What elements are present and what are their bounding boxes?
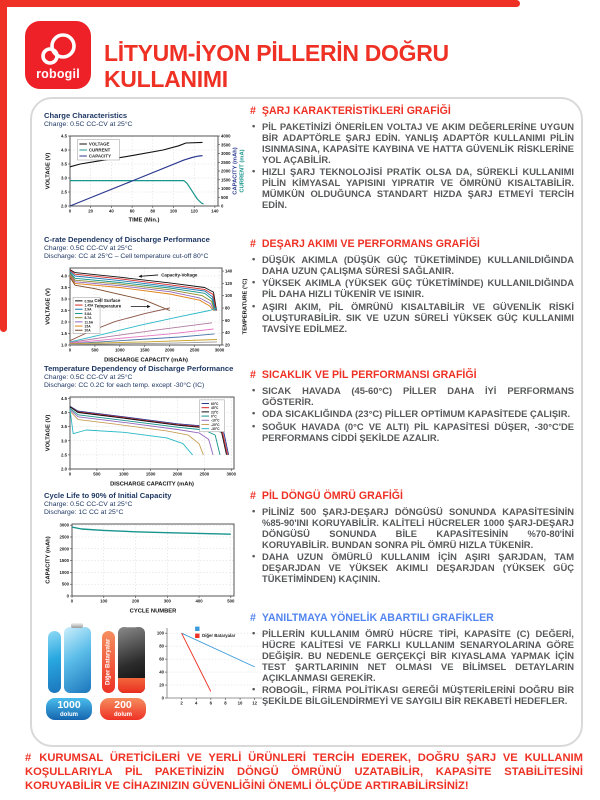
svg-text:3.5: 3.5 (61, 285, 67, 291)
svg-text:1.45A: 1.45A (84, 303, 94, 308)
c-rate-dependency-figure (44, 263, 252, 368)
svg-text:10: 10 (237, 700, 243, 706)
logo-text: robogil (36, 66, 80, 81)
section-heading-text: PİL DÖNGÜ ÖMRÜ GRAFİĞİ (261, 490, 403, 502)
svg-text:3500: 3500 (221, 142, 231, 148)
bullet-item: • SOĞUK HAVADA (0°C VE ALTI) PİL KAPASİTESİ DÜŞER, -30°C'DE PERFORMANS CİDDİ ŞEKİLDE AZALIR. (250, 421, 574, 443)
svg-text:20: 20 (225, 342, 230, 348)
svg-text:Temperature: Temperature (94, 303, 122, 309)
section-sarj-karakteristikleri (250, 106, 574, 210)
svg-text:2.5: 2.5 (61, 189, 67, 195)
bullet-item: • PİLİNİZ 500 ŞARJ-DEŞARJ DÖNGÜSÜ SONUNDA KAPASİTESİNİN %85-90'INI KORUYABİLİR. KALİTELİ HÜCRELER 1000 ŞARJ-DEŞARJ DÖNGÜSÜ SONUNDA BİLE KAPASİTESİNİN %70-80'İNİ KORUYABİLİR. BUNDAN SONRA PİL ÖMRÜ HIZLA TÜKENİR. (250, 506, 574, 550)
hash-mark: # (250, 490, 256, 502)
svg-text:2.0: 2.0 (61, 319, 67, 325)
svg-text:0: 0 (161, 695, 164, 701)
hash-mark: # (250, 238, 256, 250)
bullet-item: • YÜKSEK AKIMLA (YÜKSEK GÜÇ TÜKETİMİNDE) KULLANILDIĞINDA PİL DAHA HIZLI TÜKENİR VE ISINIR. (250, 277, 574, 299)
hash-mark: # (250, 612, 256, 624)
svg-text:1500: 1500 (145, 471, 156, 477)
section-heading-text: DEŞARJ AKIMI VE PERFORMANS GRAFİĞİ (261, 238, 480, 250)
footer-text: KURUMSAL ÜRETİCİLERİ VE YERLİ ÜRÜNLERİ TERCİH EDEREK, DOĞRU ŞARJ VE KULLANIM KOŞULLARIYLA PİL PAKETİNİZİN DÖNGÜ ÖMRÜNÜ UZATABİLİR, KAPASİTE STABİLİTESİNİ KORUYABİLİR VE CİHAZINIZIN GÜVENLİĞİNİ ÖNEMLİ ÖLÇÜDE ARTIRABİLİRSİNİZ! (25, 752, 583, 793)
svg-text:-20°C: -20°C (211, 422, 220, 427)
svg-text:1500: 1500 (139, 347, 150, 353)
svg-text:1500: 1500 (221, 177, 231, 183)
svg-text:2.9A: 2.9A (84, 307, 92, 312)
chart-subtitle: Charge: 0.5C CC-CV at 25°C (44, 245, 133, 252)
svg-text:400: 400 (195, 598, 203, 604)
svg-text:80: 80 (150, 208, 156, 214)
section-dongu-omru (250, 491, 574, 584)
svg-text:20: 20 (88, 208, 94, 214)
svg-text:3000: 3000 (59, 522, 69, 528)
svg-text:0: 0 (221, 203, 224, 209)
svg-text:45°C: 45°C (211, 406, 219, 411)
section-heading-text: SICAKLIK VE PİL PERFORMANSI GRAFİĞİ (261, 369, 477, 381)
cycle-life-figure (44, 519, 252, 619)
svg-text:4: 4 (195, 700, 198, 706)
bullet-item: • ODA SICAKLIĞINDA (23°C) PİLLER OPTİMUM KAPASİTEDE ÇALIŞIR. (250, 408, 574, 419)
section-heading (250, 370, 574, 382)
badge-value: 1000 (57, 699, 81, 711)
svg-text:TIME (Min.): TIME (Min.) (128, 217, 160, 223)
svg-text:40: 40 (109, 208, 114, 214)
svg-text:DISCHARGE CAPACITY (mAh): DISCHARGE CAPACITY (mAh) (104, 357, 188, 363)
badge-unit: dolum (114, 711, 132, 718)
svg-text:80: 80 (225, 305, 230, 311)
charge-characteristics-figure (44, 131, 252, 228)
svg-text:60: 60 (225, 317, 230, 323)
section-heading (250, 239, 574, 251)
hash-mark: # (250, 105, 256, 117)
chart-subtitle: Discharge: CC at 25°C – Cell temperature cut-off 80°C (44, 253, 209, 260)
bullet-item: • ROBOGİL, FİRMA POLİTİKASI GEREĞİ MÜŞTERİLERİNİ DOĞRU BİR ŞEKİLDE BİLGİLENDİRMEYİ VE SAYGILI BİR REKABETİ HEDEFLER. (250, 684, 574, 706)
svg-text:4.0: 4.0 (61, 147, 67, 153)
section-heading-text: ŞARJ KARAKTERİSTİKLERİ GRAFİĞİ (261, 105, 451, 117)
svg-text:3000: 3000 (221, 151, 231, 156)
badge-unit: dolum (60, 711, 78, 718)
svg-text:0: 0 (68, 471, 72, 477)
blue-capsule-graphic (48, 631, 61, 693)
bullet-item: • SICAK HAVADA (45-60°C) PİLLER DAHA İYİ PERFORMANS GÖSTERİR. (250, 385, 574, 407)
svg-text:100: 100 (225, 293, 233, 299)
bullet-item: • PİL PAKETİNİZİ ÖNERİLEN VOLTAJ VE AKIM DEĞERLERİNE UYGUN BİR ADAPTÖRLE ŞARJ EDİN. YANLIŞ ADAPTÖR KULLANIMI PİLİN ISINMASINA, KAPASİTE KAYBINA VE HATTA GÜVENLİK RİSKLERİNE YOL AÇABİLİR. (250, 121, 574, 165)
svg-text:DISCHARGE CAPACITY (mAh): DISCHARGE CAPACITY (mAh) (110, 481, 194, 487)
svg-text:60°C: 60°C (211, 401, 219, 406)
svg-text:1000: 1000 (115, 347, 125, 353)
svg-text:2.5: 2.5 (61, 452, 67, 458)
svg-text:VOLTAGE (V): VOLTAGE (V) (45, 414, 52, 452)
svg-text:2500: 2500 (221, 159, 231, 165)
chart-block-charge (44, 111, 252, 228)
svg-text:3000: 3000 (226, 471, 237, 477)
svg-text:3.5: 3.5 (61, 424, 67, 430)
svg-text:3.5: 3.5 (61, 161, 67, 167)
svg-text:11.6A: 11.6A (84, 320, 94, 325)
svg-text:100: 100 (156, 630, 164, 636)
svg-text:15A: 15A (84, 324, 91, 329)
cycles-badge-200 (100, 698, 146, 721)
hash-mark: # (25, 752, 32, 764)
svg-text:0: 0 (70, 598, 74, 604)
svg-text:12: 12 (252, 700, 258, 706)
svg-text:20A: 20A (84, 328, 91, 333)
chart-subtitle: Charge: 0.5C CC-CV at 25°C (44, 374, 133, 381)
svg-text:3.0: 3.0 (61, 175, 67, 181)
svg-text:2000: 2000 (172, 471, 183, 477)
svg-text:1000: 1000 (118, 471, 129, 477)
svg-text:Capacity-Voltage: Capacity-Voltage (161, 272, 198, 278)
temperature-dependency-figure (44, 392, 252, 492)
svg-text:VOLTAGE (V): VOLTAGE (V) (45, 288, 52, 325)
svg-text:60: 60 (159, 656, 164, 662)
other-batteries-label: Diğer Bataryalar (105, 638, 111, 685)
svg-text:-10°C: -10°C (211, 418, 220, 423)
svg-text:TEMPERATURE (°C): TEMPERATURE (°C) (242, 278, 249, 335)
svg-text:3.0: 3.0 (61, 438, 67, 444)
battery-other-pair (102, 627, 145, 693)
svg-text:4.5: 4.5 (61, 133, 67, 139)
battery-robogil-group (46, 627, 92, 721)
chart-block-crate (44, 235, 252, 368)
svg-text:2000: 2000 (221, 168, 231, 174)
dark-battery-graphic (118, 627, 145, 693)
chart-title: C-rate Dependency of Discharge Performance (44, 235, 210, 244)
svg-text:0: 0 (68, 208, 72, 214)
svg-text:CAPACITY (mAh): CAPACITY (mAh) (232, 147, 239, 195)
svg-text:2500: 2500 (189, 347, 200, 353)
overlapping-circles-icon (36, 30, 80, 70)
svg-text:8.7A: 8.7A (84, 316, 92, 321)
svg-text:23°C: 23°C (211, 410, 219, 415)
svg-text:20: 20 (159, 682, 164, 688)
bullet-item: • DÜŞÜK AKIMLA (DÜŞÜK GÜÇ TÜKETİMİNDE) KULLANILDIĞINDA DAHA UZUN ÇALIŞMA SÜRESİ SAĞLANIR. (250, 254, 574, 276)
blue-battery-graphic (64, 627, 91, 693)
section-desarj-akimi (250, 239, 574, 334)
chart-block-cycle-life (44, 491, 252, 619)
cycles-badge-1000 (46, 698, 92, 721)
bullet-item: • HIZLI ŞARJ TEKNOLOJİSİ PRATİK OLSA DA, SÜREKLİ KULLANIMI PİLİN KİMYASAL YAPISINI YIPRATIR VE ÖMRÜNÜ KISALTABİLİR. MÜMKÜN OLDUĞUNCA STANDART HIZDA ŞARJ ETMEYİ TERCİH EDİN. (250, 166, 574, 210)
svg-text:VOLTAGE: VOLTAGE (88, 141, 110, 147)
section-heading-text: YANILTMAYA YÖNELİK ABARTILI GRAFİKLER (261, 612, 494, 624)
content-panel (30, 97, 583, 747)
svg-text:500: 500 (61, 581, 69, 587)
svg-text:CAPACITY (mAh): CAPACITY (mAh) (45, 536, 52, 584)
chart-subtitle: Discharge: 1C CC at 25°C (44, 509, 124, 516)
low-charge-fill (118, 678, 145, 693)
footer-note (25, 751, 583, 793)
chart-title: Charge Characteristics (44, 111, 128, 120)
chart-title: Cycle Life to 90% of Initial Capacity (44, 491, 172, 500)
badge-value: 200 (114, 699, 132, 711)
hash-mark: # (250, 369, 256, 381)
svg-text:140: 140 (211, 208, 219, 214)
svg-text:Cell Surface: Cell Surface (94, 297, 121, 303)
section-sicaklik-performans (250, 370, 574, 443)
svg-text:2000: 2000 (164, 347, 175, 353)
svg-text:80: 80 (159, 643, 164, 649)
section-heading (250, 613, 574, 625)
svg-text:-30°C: -30°C (211, 427, 220, 432)
bullet-item: • PİLLERİN KULLANIM ÖMRÜ HÜCRE TİPİ, KAPASİTE (C) DEĞERİ, HÜCRE KALİTESİ VE FARKLI KULLANIM SENARYOLARINA GÖRE DEĞİŞİR. BU NEDENLE GERÇEKÇİ BİR KIYASLAMA YAPMAK İÇİN TEST ŞARTLARININ NET OLMASI VE BİLİMSEL DETAYLARIN AÇIKLANMASI GEREKİR. (250, 628, 574, 683)
chart-subtitle: Charge: 0.5C CC-CV at 25°C (44, 501, 133, 508)
section-heading (250, 106, 574, 118)
svg-text:1500: 1500 (59, 558, 69, 564)
svg-text:3000: 3000 (214, 347, 225, 353)
bullet-item: • AŞIRI AKIM, PİL ÖMRÜNÜ KISALTABİLİR VE GÜVENLİK RİSKİ OLUŞTURABİLİR. SIK VE UZUN SÜRELİ YÜKSEK GÜÇ KULLANIMI TAVSİYE EDİLMEZ. (250, 301, 574, 334)
svg-text:500: 500 (221, 194, 229, 200)
svg-text:CAPACITY: CAPACITY (88, 153, 112, 159)
svg-text:500: 500 (91, 347, 99, 353)
svg-text:100: 100 (100, 598, 108, 604)
svg-text:4.0: 4.0 (61, 273, 67, 279)
svg-text:120: 120 (190, 208, 198, 214)
svg-text:1000: 1000 (221, 186, 231, 191)
svg-text:0: 0 (68, 347, 72, 353)
battery-other-group (100, 627, 146, 721)
svg-text:4000: 4000 (221, 133, 231, 139)
svg-text:2: 2 (180, 700, 183, 706)
red-capsule-graphic (102, 631, 115, 693)
svg-text:4.5: 4.5 (61, 395, 67, 401)
svg-text:2500: 2500 (59, 534, 69, 540)
svg-text:500: 500 (93, 471, 101, 477)
svg-text:CURRENT: CURRENT (88, 147, 111, 153)
svg-text:5.8A: 5.8A (84, 311, 92, 316)
svg-text:2.5: 2.5 (61, 308, 67, 314)
svg-text:CYCLE NUMBER: CYCLE NUMBER (129, 608, 177, 614)
svg-text:2000: 2000 (59, 546, 69, 552)
section-heading (250, 491, 574, 503)
chart-block-temperature (44, 364, 252, 492)
svg-text:60: 60 (129, 208, 135, 214)
svg-text:8: 8 (224, 700, 227, 706)
svg-text:2.0: 2.0 (61, 466, 67, 472)
svg-text:3.0: 3.0 (61, 296, 67, 302)
svg-text:0.58A: 0.58A (84, 299, 94, 304)
svg-text:2500: 2500 (199, 471, 210, 477)
svg-text:4.0: 4.0 (61, 410, 67, 416)
svg-text:6: 6 (209, 700, 213, 706)
svg-text:1.0: 1.0 (61, 342, 67, 348)
robogil-logo (25, 21, 91, 89)
svg-text:0°C: 0°C (211, 414, 217, 419)
battery-robogil-pair (48, 627, 91, 693)
svg-text:120: 120 (225, 280, 233, 286)
svg-text:300: 300 (163, 598, 171, 604)
svg-text:1000: 1000 (59, 569, 69, 575)
section-abartili-grafikler (250, 613, 574, 706)
svg-text:VOLTAGE (V): VOLTAGE (V) (45, 152, 52, 190)
svg-text:200: 200 (131, 598, 140, 604)
top-red-border (0, 0, 520, 7)
svg-text:100: 100 (169, 208, 178, 214)
svg-text:CURRENT (mA): CURRENT (mA) (239, 149, 246, 193)
chart-subtitle: Discharge: CC 0.2C for each temp. except -30°C (IC) (44, 382, 205, 389)
bullet-item: • DAHA UZUN ÖMÜRLÜ KULLANIM İÇİN AŞIRI ŞARJDAN, TAM DEŞARJDAN VE YÜKSEK AKIMLI DEŞARJDAN (YÜKSEK GÜÇ TÜKETİMİNDEN) KAÇININ. (250, 551, 574, 584)
svg-text:140: 140 (225, 268, 233, 274)
chart-subtitle: Charge: 0.5C CC-CV at 25°C (44, 121, 133, 128)
chart-title: Temperature Dependency of Discharge Performance (44, 364, 234, 373)
svg-text:40: 40 (159, 669, 164, 675)
svg-text:2.0: 2.0 (61, 203, 67, 209)
svg-text:500: 500 (227, 598, 235, 604)
battery-illustration (46, 619, 270, 720)
svg-text:40: 40 (225, 330, 230, 336)
page-title: LİTYUM-İYON PİLLERİN DOĞRU KULLANIMI (104, 40, 449, 92)
left-red-border (0, 0, 7, 332)
svg-text:0: 0 (66, 593, 69, 599)
svg-text:1.5: 1.5 (61, 331, 67, 337)
svg-text:Diğer Bataryalar: Diğer Bataryalar (202, 633, 236, 639)
